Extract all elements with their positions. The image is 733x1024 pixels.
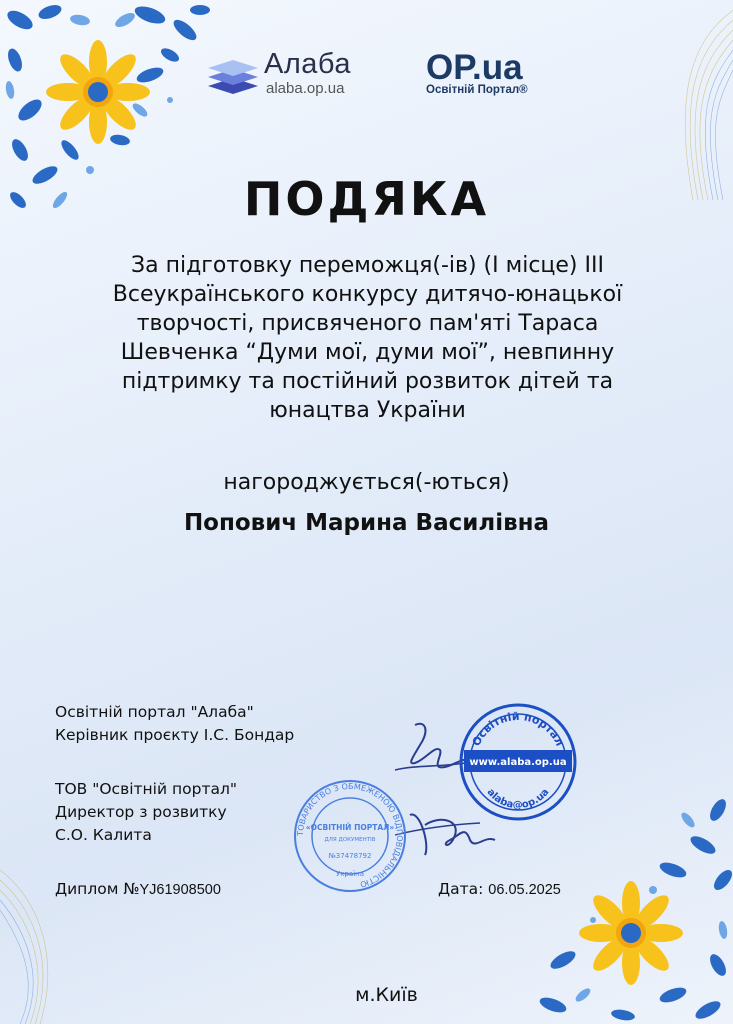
- alaba-layers-icon: [206, 56, 260, 96]
- stamp1-center-text: www.alaba.op.ua: [469, 757, 567, 768]
- alaba-logo-url: alaba.op.ua: [266, 80, 345, 97]
- date-value: 06.05.2025: [488, 882, 561, 898]
- stamp-alaba: [458, 702, 578, 822]
- stamp2-code-text: №37478792: [328, 852, 372, 860]
- stamp-osvitniy-portal: [292, 778, 408, 894]
- diploma-number-value: YJ61908500: [139, 882, 221, 898]
- op-ua-logo: [426, 50, 528, 96]
- signatory-role-2: Директор з розвитку: [55, 803, 227, 821]
- signatory-name-2: С.О. Калита: [55, 826, 152, 844]
- signatory-org-1: Освітній портал "Алаба": [55, 703, 254, 721]
- logos-header: [0, 50, 733, 110]
- issue-date: [438, 880, 561, 898]
- signatory-org-2: ТОВ "Освітній портал": [55, 780, 238, 798]
- op-ua-logo-subtitle: Освітній Портал®: [426, 84, 528, 96]
- certificate-body-text: За підготовку переможця(-ів) (I місце) III Всеукраїнського конкурсу дитячо-юнацької творчості, присвяченого пам'яті Тараса Шевченка “Думи мої, думи мої”, невпинну підтримку та постійний розвиток дітей та юнацтва України: [112, 253, 623, 423]
- diploma-label: Диплом №: [55, 880, 140, 898]
- city: м.Київ: [355, 984, 418, 1006]
- signatory-role-1: Керівник проєкту І.С. Бондар: [55, 726, 295, 744]
- alaba-logo-name: Алаба: [264, 48, 351, 80]
- diploma-number: [55, 880, 221, 898]
- awarded-text: нагороджується(-ються): [223, 470, 510, 495]
- op-ua-logo-name: OP.ua: [426, 48, 523, 87]
- signatory-block-2: [55, 778, 237, 847]
- stamp2-ring-text: ТОВАРИСТВО З ОБМЕЖЕНОЮ ВІДПОВІДАЛЬНІСТЮ: [295, 781, 405, 889]
- stamp2-sub-text: ДЛЯ ДОКУМЕНТІВ: [324, 837, 376, 843]
- stamp2-country-text: Україна: [335, 870, 365, 878]
- certificate-title: ПОДЯКА: [243, 172, 490, 226]
- signatory-block-1: [55, 701, 294, 747]
- stamp1-ring-text: Освітній портал: [469, 709, 567, 749]
- svg-text:alaba@op.ua: [485, 787, 552, 811]
- stamp2-center-text: «ОСВІТНІЙ ПОРТАЛ»: [305, 823, 395, 832]
- recipient-name: Попович Марина Василівна: [183, 510, 550, 536]
- stamp1-bottom-text: alaba@op.ua: [484, 786, 552, 812]
- date-label: Дата:: [438, 880, 484, 898]
